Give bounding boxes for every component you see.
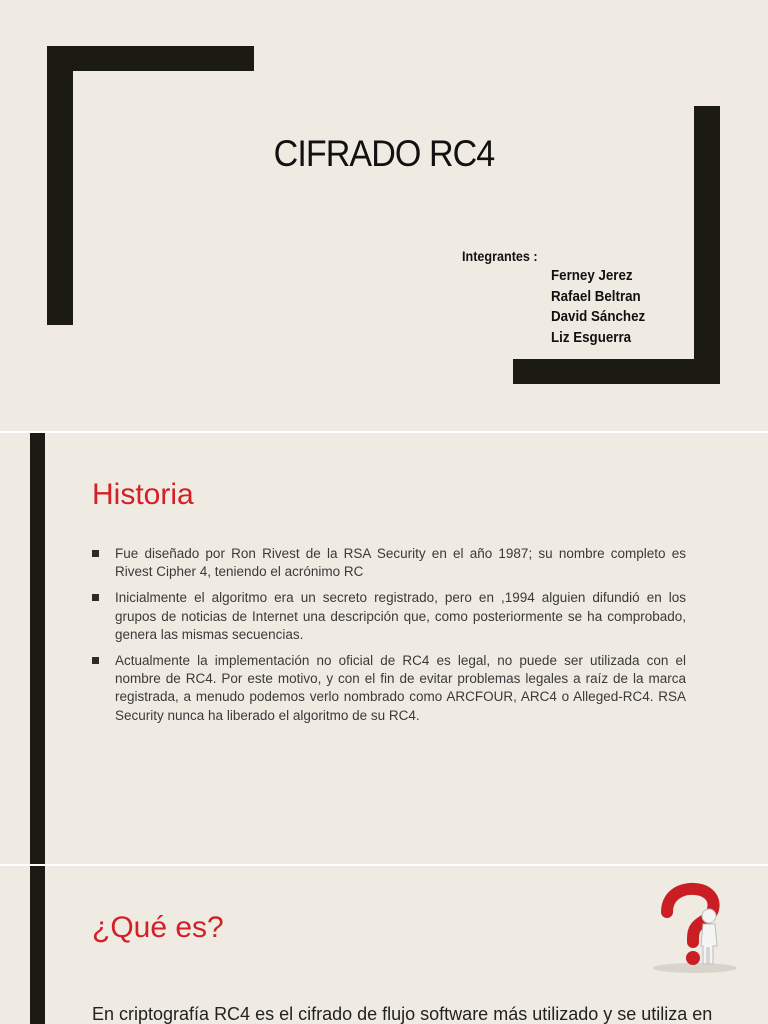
- body-text: En criptografía RC4 es el cifrado de flujo software más utilizado y se utiliza en: [92, 1004, 713, 1024]
- bullet-square-icon: [92, 657, 99, 664]
- bullet-item: [92, 545, 686, 581]
- side-rule: [30, 433, 45, 864]
- bullet-text: Inicialmente el algoritmo era un secreto registrado, pero en ,1994 alguien difundió en los grupos de noticias de Internet una descripción que, como posteriormente se ha comprobado, genera las mismas secuencias.: [115, 590, 686, 642]
- bullet-square-icon: [92, 550, 99, 557]
- bullet-item: [92, 589, 686, 644]
- frame-top-left-vertical: [47, 46, 73, 325]
- section-title: Historia: [92, 478, 194, 511]
- slide-title: CIFRADO RC4: [273, 133, 495, 174]
- member-name: Rafael Beltran: [551, 288, 641, 305]
- member-name: Liz Esguerra: [551, 329, 632, 346]
- frame-top-left-horizontal: [47, 46, 254, 71]
- side-rule: [30, 866, 45, 1024]
- members-label: Integrantes :: [462, 248, 538, 264]
- frame-bottom-right-horizontal: [513, 359, 720, 384]
- bullet-text: Fue diseñado por Ron Rivest de la RSA Security en el año 1987; su nombre completo es Rivest Cipher 4, teniendo el acrónimo RC: [115, 546, 686, 580]
- bullet-list: [92, 545, 686, 733]
- historia-slide: [0, 433, 768, 864]
- question-mark-figure-icon: [643, 876, 743, 976]
- member-name: David Sánchez: [551, 309, 646, 325]
- members-list: [551, 266, 653, 348]
- bullet-square-icon: [92, 594, 99, 601]
- bullet-text: Actualmente la implementación no oficial de RC4 es legal, no puede ser utilizada con el nombre de RC4. Por este motivo, y con el fin de evitar problemas legales a raíz de la marca registrada, a menudo podemos verlo nombrado como ARCFOUR, ARC4 o Alleged-RC4. RSA Security nunca ha liberado el algoritmo de su RC4.: [115, 653, 686, 723]
- member-name: Ferney Jerez: [551, 268, 633, 284]
- bullet-item: [92, 652, 686, 725]
- section-title: ¿Qué es?: [92, 911, 224, 944]
- que-es-slide: [0, 866, 768, 1024]
- cover-slide: [0, 0, 768, 431]
